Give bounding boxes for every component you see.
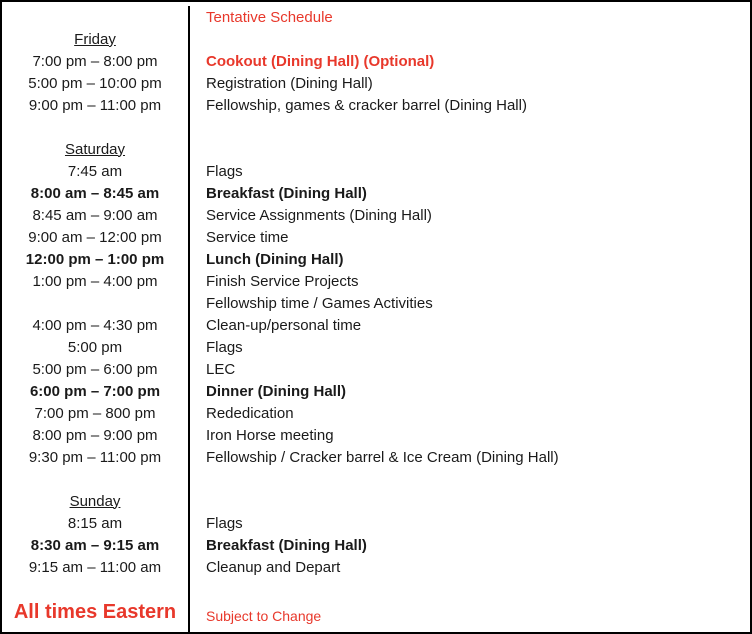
activity-cell: Fellowship / Cracker barrel & Ice Cream (Dining Hall) <box>206 448 559 466</box>
schedule-row <box>2 468 750 490</box>
time-cell: 7:45 am <box>2 160 190 182</box>
schedule-row <box>2 182 750 204</box>
schedule-row <box>2 292 750 314</box>
day-header-cell: Sunday <box>2 490 190 512</box>
schedule-row <box>2 358 750 380</box>
schedule-row <box>2 380 750 402</box>
activity-cell: Flags <box>206 162 243 180</box>
activity-cell <box>190 468 750 490</box>
schedule-row <box>2 314 750 336</box>
activity-cell: Rededication <box>206 404 294 422</box>
time-cell <box>2 292 190 314</box>
activity-cell: Cookout (Dining Hall) (Optional) <box>206 52 435 70</box>
activity-cell: Service time <box>206 228 289 246</box>
day-header-cell: Friday <box>2 28 190 50</box>
activity-cell: Flags <box>206 338 243 356</box>
schedule-row <box>2 6 750 28</box>
activity-cell: Fellowship time / Games Activities <box>206 294 433 312</box>
schedule-row <box>2 270 750 292</box>
activity-cell <box>190 138 750 160</box>
time-cell: 8:00 pm – 9:00 pm <box>2 424 190 446</box>
schedule-row <box>2 556 750 578</box>
activity-cell: Breakfast (Dining Hall) <box>206 536 367 554</box>
schedule-row <box>2 534 750 556</box>
activity-cell: LEC <box>206 360 236 378</box>
time-cell: 8:45 am – 9:00 am <box>2 204 190 226</box>
activity-cell: Cleanup and Depart <box>206 558 341 576</box>
time-cell <box>2 6 190 28</box>
time-cell: 6:00 pm – 7:00 pm <box>2 380 190 402</box>
schedule-row <box>2 160 750 182</box>
time-cell <box>2 578 190 600</box>
activity-cell: Dinner (Dining Hall) <box>206 382 346 400</box>
activity-cell <box>190 490 750 512</box>
schedule-row <box>2 116 750 138</box>
schedule-row <box>2 490 750 512</box>
activity-cell: Tentative Schedule <box>206 8 333 26</box>
activity-cell <box>190 116 750 138</box>
time-cell: 4:00 pm – 4:30 pm <box>2 314 190 336</box>
time-cell: 5:00 pm <box>2 336 190 358</box>
time-cell: 8:00 am – 8:45 am <box>2 182 190 204</box>
activity-cell: Registration (Dining Hall) <box>206 74 373 92</box>
activity-cell: Subject to Change <box>206 608 322 624</box>
time-cell: 9:30 pm – 11:00 pm <box>2 446 190 468</box>
schedule-row <box>2 248 750 270</box>
schedule-row <box>2 138 750 160</box>
schedule-row <box>2 94 750 116</box>
schedule-row <box>2 50 750 72</box>
time-cell: 5:00 pm – 6:00 pm <box>2 358 190 380</box>
schedule-row <box>2 402 750 424</box>
activity-cell: Finish Service Projects <box>206 272 359 290</box>
activity-cell: Clean-up/personal time <box>206 316 362 334</box>
time-cell: 5:00 pm – 10:00 pm <box>2 72 190 94</box>
activity-cell: Breakfast (Dining Hall) <box>206 184 367 202</box>
time-cell: 7:00 pm – 8:00 pm <box>2 50 190 72</box>
time-cell: All times Eastern <box>2 600 190 632</box>
activity-cell: Fellowship, games & cracker barrel (Dining Hall) <box>206 96 527 114</box>
footer-row <box>2 600 750 632</box>
time-cell: 9:15 am – 11:00 am <box>2 556 190 578</box>
time-cell <box>2 116 190 138</box>
time-cell: 8:30 am – 9:15 am <box>2 534 190 556</box>
activity-cell: Lunch (Dining Hall) <box>206 250 344 268</box>
activity-cell <box>190 578 750 600</box>
schedule-row <box>2 424 750 446</box>
activity-cell: Service Assignments (Dining Hall) <box>206 206 432 224</box>
time-cell: 9:00 pm – 11:00 pm <box>2 94 190 116</box>
activity-cell <box>190 28 750 50</box>
activity-cell: Iron Horse meeting <box>206 426 334 444</box>
schedule-row <box>2 28 750 50</box>
schedule-row <box>2 72 750 94</box>
schedule-row <box>2 226 750 248</box>
schedule-row <box>2 578 750 600</box>
time-cell: 1:00 pm – 4:00 pm <box>2 270 190 292</box>
schedule-row <box>2 512 750 534</box>
day-header-cell: Saturday <box>2 138 190 160</box>
time-cell <box>2 468 190 490</box>
activity-cell: Flags <box>206 514 243 532</box>
time-cell: 7:00 pm – 800 pm <box>2 402 190 424</box>
schedule-row <box>2 446 750 468</box>
time-cell: 9:00 am – 12:00 pm <box>2 226 190 248</box>
time-cell: 8:15 am <box>2 512 190 534</box>
time-cell: 12:00 pm – 1:00 pm <box>2 248 190 270</box>
schedule-row <box>2 204 750 226</box>
schedule-row <box>2 336 750 358</box>
